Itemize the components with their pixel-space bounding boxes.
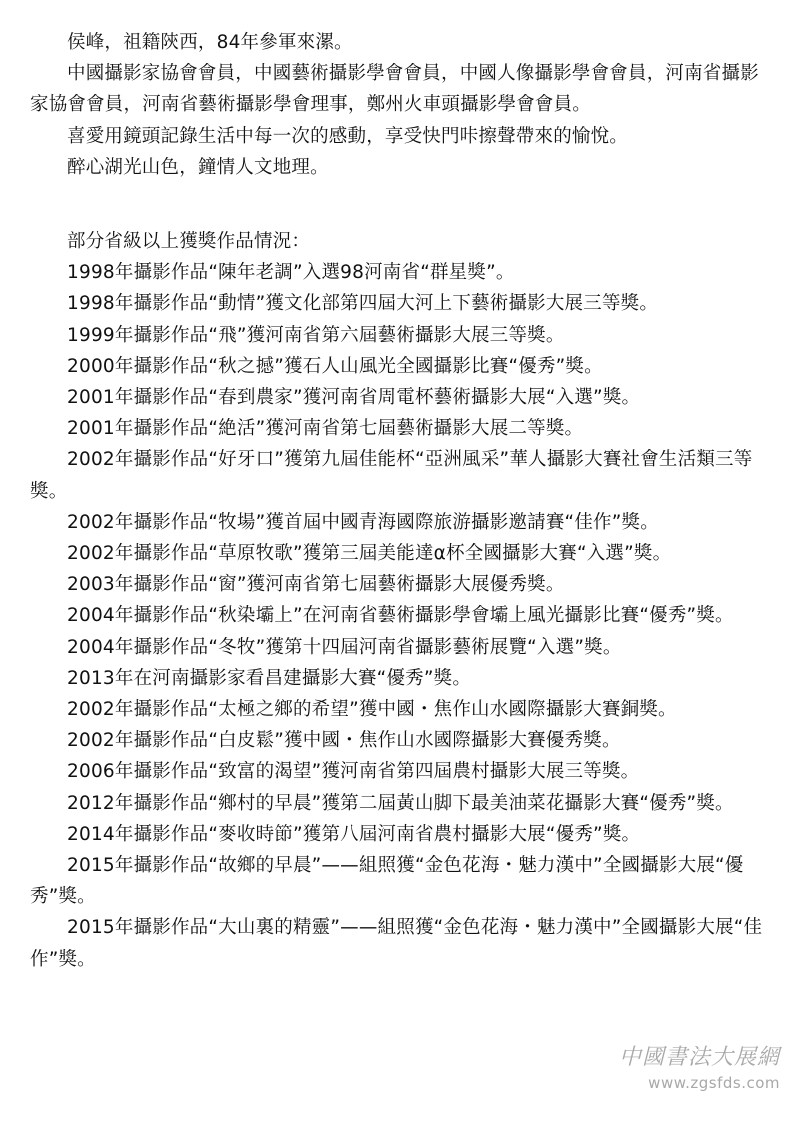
- award-item: 1998年攝影作品“動情”獲文化部第四屆大河上下藝術攝影大展三等獎。: [67, 293, 659, 315]
- award-item: 2002年攝影作品“白皮鬆”獲中國・焦作山水國際攝影大賽優秀獎。: [67, 730, 621, 752]
- awards-heading: 部分省級以上獲獎作品情況：: [67, 231, 311, 253]
- bio-paragraph: 中國攝影家協會會員，中國藝術攝影學會會員，中國人像攝影學會會員，河南省攝影家協會會員，河南省藝術攝影學會理事，鄭州火車頭攝影學會會員。: [30, 63, 759, 116]
- award-item: 2002年攝影作品“太極之鄉的希望”獲中國・焦作山水國際攝影大賽銅獎。: [67, 699, 677, 721]
- award-item: 2002年攝影作品“好牙口”獲第九屆佳能杯“亞洲風采”華人攝影大賽社會生活類三等獎。: [30, 449, 753, 502]
- award-item: 2013年在河南攝影家看昌建攝影大賽“優秀”獎。: [67, 667, 472, 689]
- bio-paragraph: 侯峰，祖籍陝西，84年參軍來漯。: [67, 32, 353, 53]
- award-item: 2015年攝影作品“大山裏的精靈”——組照獲“金色花海・魅力漢中”全國攝影大展“佳作”獎。: [30, 917, 763, 970]
- section-spacer: [30, 183, 775, 226]
- award-item: 2001年攝影作品“絶活”獲河南省第七屆藝術攝影大展二等獎。: [67, 418, 584, 440]
- award-item: 2003年攝影作品“窗”獲河南省第七屆藝術攝影大展優秀獎。: [67, 574, 565, 596]
- award-item: 2000年攝影作品“秋之撼”獲石人山風光全國攝影比賽“優秀”獎。: [67, 355, 603, 377]
- award-item: 2004年攝影作品“秋染壩上”在河南省藝術攝影學會壩上風光攝影比賽“優秀”獎。: [67, 605, 734, 627]
- award-item: 2001年攝影作品“春到農家”獲河南省周電杯藝術攝影大展“入選”獎。: [67, 387, 641, 409]
- award-item: 2015年攝影作品“故鄉的早晨”——組照獲“金色花海・魅力漢中”全國攝影大展“優秀”獎。: [30, 855, 744, 908]
- award-item: 1998年攝影作品“陳年老調”入選98河南省“群星獎”。: [67, 262, 515, 284]
- award-item: 2002年攝影作品“草原牧歌”獲第三屆美能達α杯全國攝影大賽“入選”獎。: [67, 543, 672, 565]
- award-item: 2012年攝影作品“鄉村的早晨”獲第二屆黃山脚下最美油菜花攝影大賽“優秀”獎。: [67, 792, 734, 814]
- bio-paragraph: 喜愛用鏡頭記錄生活中每一次的感動，享受快門咔擦聲帶來的愉悅。: [67, 125, 629, 147]
- award-item: 2014年攝影作品“麥收時節”獲第八屆河南省農村攝影大展“優秀”獎。: [67, 823, 641, 845]
- award-item: 2006年攝影作品“致富的渴望”獲河南省第四屆農村攝影大展三等獎。: [67, 761, 640, 783]
- award-item: 2002年攝影作品“牧場”獲首屆中國青海國際旅游攝影邀請賽“佳作”獎。: [67, 511, 659, 533]
- watermark-url: www.zgsfds.com: [648, 1074, 780, 1092]
- award-item: 2004年攝影作品“冬牧”獲第十四屆河南省攝影藝術展覽“入選”獎。: [67, 636, 622, 658]
- document-body: [30, 27, 775, 975]
- watermark-logo: 中國書法大展網: [618, 1045, 780, 1070]
- bio-paragraph: 醉心湖光山色，鐘情人文地理。: [67, 156, 329, 178]
- award-item: 1999年攝影作品“飛”獲河南省第六屆藝術攝影大展三等獎。: [67, 324, 565, 346]
- site-watermark: [615, 1043, 780, 1111]
